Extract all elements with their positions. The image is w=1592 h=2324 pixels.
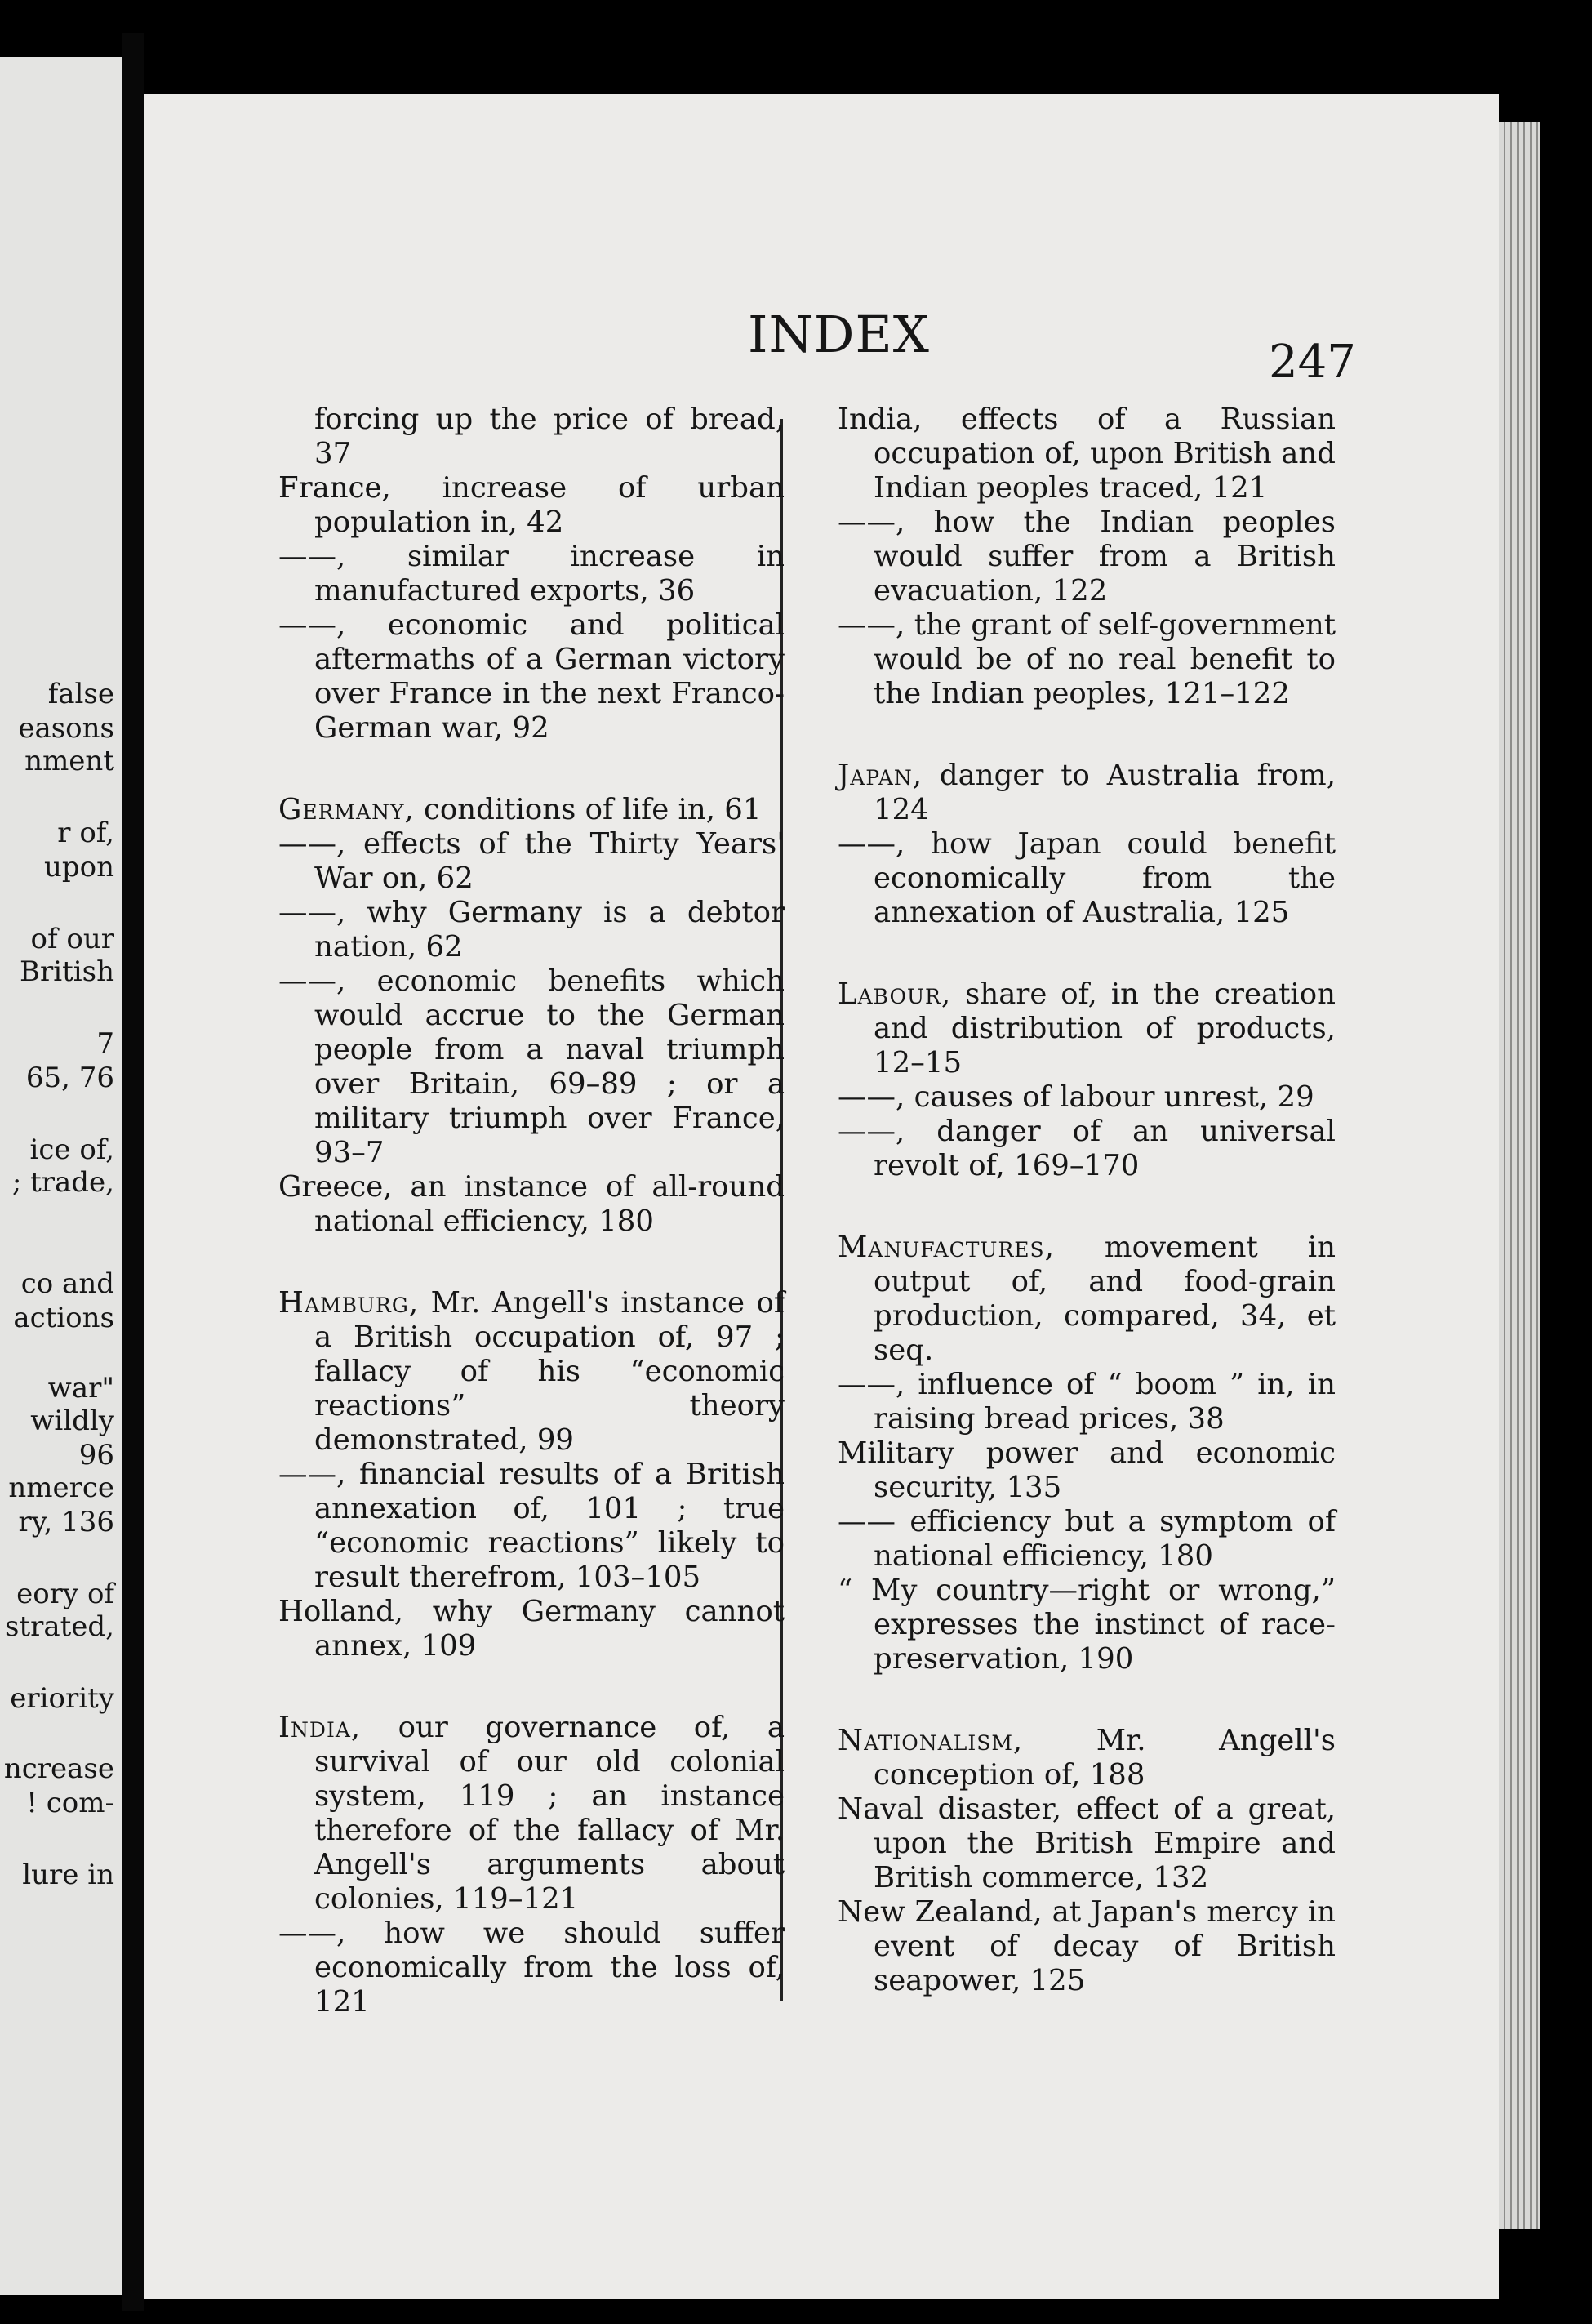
index-column-right [838, 403, 1336, 1998]
index-entry-text: Holland, why Germany cannot annex, 109 [278, 1595, 785, 1663]
entry-gap [838, 930, 1336, 977]
entry-gap [278, 1239, 785, 1286]
index-entry-text: —— efficiency but a symptom of national efficiency, 180 [838, 1505, 1336, 1573]
index-heading: Manufactures, [838, 1231, 1055, 1264]
facing-page-fragment: war" [47, 1372, 114, 1405]
index-heading: Labour, [838, 977, 952, 1011]
index-entry [278, 964, 785, 1170]
facing-page-fragment: upon [43, 851, 114, 884]
facing-page-fragment: ncrease [3, 1752, 114, 1785]
index-entry-text: ——, how we should suffer economically from the loss of, 121 [278, 1917, 785, 2019]
index-entry [278, 827, 785, 896]
index-entry-text: ——, financial results of a British annexation of, 101 ; true “economic reactions” likely to result therefrom, 103–105 [278, 1458, 785, 1594]
index-entry-text: ——, why Germany is a debtor nation, 62 [278, 896, 785, 964]
entry-gap [278, 1663, 785, 1711]
page-title: INDEX [748, 305, 930, 364]
index-entry [278, 1458, 785, 1595]
page-number: 247 [1269, 336, 1356, 389]
index-entry [278, 471, 785, 540]
index-entry-text: New Zealand, at Japan's mercy in event of decay of British seapower, 125 [838, 1895, 1336, 1997]
page-edges [1499, 122, 1540, 2229]
index-entry-text: “ My country—right or wrong,” expresses the instinct of race-preservation, 190 [838, 1574, 1336, 1676]
index-entry-text: movement in output of, and food-grain production, compared, 34, et seq. [874, 1231, 1336, 1367]
index-entry-text: India, effects of a Russian occupation of, upon British and Indian peoples traced, 121 [838, 403, 1336, 505]
facing-page-fragment: 7 [96, 1027, 114, 1060]
index-entry-text: Mr. Angell's conception of, 188 [874, 1724, 1336, 1792]
facing-page-fragment: r of, [57, 817, 114, 849]
index-entry [278, 1917, 785, 2019]
facing-page-fragment: wildly [30, 1405, 114, 1437]
facing-page-fragment: British [20, 955, 114, 988]
index-entry [838, 1115, 1336, 1183]
entry-gap [838, 1676, 1336, 1724]
index-entry-text: ——, effects of the Thirty Years' War on, 62 [278, 827, 785, 895]
index-entry [278, 540, 785, 608]
index-entry-text: ——, economic benefits which would accrue to the German people from a naval triumph over Britain, 69–89 ; or a military triumph over France, 93–7 [278, 964, 785, 1169]
facing-page-fragment: of our [30, 923, 114, 955]
index-entry-text: ——, similar increase in manufactured exports, 36 [278, 540, 785, 608]
facing-page-fragment: ! com- [26, 1787, 114, 1819]
index-entry [838, 505, 1336, 608]
facing-page-fragment: strated, [5, 1610, 114, 1643]
index-entry-text: Mr. Angell's instance of a British occupation of, 97 ; fallacy of his “economic reactions” theory demonstrated, 99 [314, 1286, 785, 1457]
index-entry [838, 1436, 1336, 1505]
index-entry-text: ——, causes of labour unrest, 29 [838, 1080, 1314, 1114]
index-entry-text: our governance of, a survival of our old colonial system, 119 ; an instance therefore of the fallacy of Mr. Angell's arguments about colonies, 119–121 [314, 1711, 785, 1916]
facing-page-fragment: 65, 76 [25, 1062, 114, 1094]
facing-page-fragment: lure in [22, 1859, 114, 1891]
index-heading: Nationalism, [838, 1724, 1024, 1757]
book-gutter [122, 33, 144, 2311]
facing-page-fragment: eriority [10, 1682, 114, 1715]
index-entry [278, 896, 785, 964]
facing-page-fragment: 96 [78, 1439, 114, 1471]
index-entry [838, 1368, 1336, 1436]
index-entry-text: conditions of life in, 61 [414, 793, 762, 826]
facing-page-fragment: co and [20, 1267, 114, 1300]
facing-page-fragment: eory of [16, 1578, 114, 1610]
index-entry [278, 608, 785, 746]
entry-gap [838, 711, 1336, 759]
index-entry [838, 1231, 1336, 1368]
index-entry-text: share of, in the creation and distribution of products, 12–15 [874, 977, 1336, 1080]
index-page [144, 94, 1499, 2299]
index-entry [278, 1170, 785, 1239]
index-entry [278, 1711, 785, 1917]
index-entry [838, 759, 1336, 827]
index-heading: India, [278, 1711, 362, 1744]
facing-page-fragment: ; trade, [11, 1166, 114, 1199]
index-entry-text: danger to Australia from, 124 [874, 759, 1336, 826]
index-heading: Japan, [838, 759, 923, 792]
index-entry [838, 1080, 1336, 1115]
facing-page-fragment: nmerce [8, 1471, 114, 1504]
index-entry-text: forcing up the price of bread, 37 [314, 403, 785, 470]
index-entry-text: Greece, an instance of all-round national efficiency, 180 [278, 1170, 785, 1238]
index-heading: Germany, [278, 793, 415, 826]
index-entry [838, 608, 1336, 711]
facing-page-fragment: ice of, [29, 1133, 114, 1166]
facing-page-fragment: actions [13, 1302, 114, 1334]
index-entry [838, 827, 1336, 930]
index-entry [838, 1574, 1336, 1676]
index-entry [278, 1595, 785, 1663]
index-entry-text: ——, influence of “ boom ” in, in raising bread prices, 38 [838, 1368, 1336, 1436]
index-entry [278, 1286, 785, 1458]
facing-page-fragment: easons [18, 712, 114, 745]
facing-page [0, 57, 122, 2295]
index-entry [278, 793, 785, 827]
index-entry-text: ——, how the Indian peoples would suffer from a British evacuation, 122 [838, 505, 1336, 608]
index-entry-text: France, increase of urban population in, 42 [278, 471, 785, 539]
entry-gap [838, 1183, 1336, 1231]
index-entry-text: ——, danger of an universal revolt of, 169–170 [838, 1115, 1336, 1182]
index-entry-text: ——, economic and political aftermaths of a German victory over France in the next Franco-German war, 92 [278, 608, 785, 745]
facing-page-fragment: ry, 136 [18, 1506, 114, 1538]
facing-page-fragment: false [47, 678, 114, 710]
index-heading: Hamburg, [278, 1286, 420, 1320]
index-entry [838, 1895, 1336, 1998]
index-entry [838, 1505, 1336, 1574]
index-entry-text: ——, how Japan could benefit economically from the annexation of Australia, 125 [838, 827, 1336, 929]
index-entry [838, 977, 1336, 1080]
index-entry [838, 1792, 1336, 1895]
index-entry [838, 1724, 1336, 1792]
index-entry [838, 403, 1336, 505]
index-entry-text: ——, the grant of self-government would be of no real benefit to the Indian peoples, 121–122 [838, 608, 1336, 710]
index-entry-text: Military power and economic security, 135 [838, 1436, 1336, 1504]
index-entry [278, 403, 785, 471]
facing-page-fragment: nment [24, 745, 114, 777]
index-column-left [278, 403, 785, 2019]
entry-gap [278, 746, 785, 793]
index-entry-text: Naval disaster, effect of a great, upon the British Empire and British commerce, 132 [838, 1792, 1336, 1894]
